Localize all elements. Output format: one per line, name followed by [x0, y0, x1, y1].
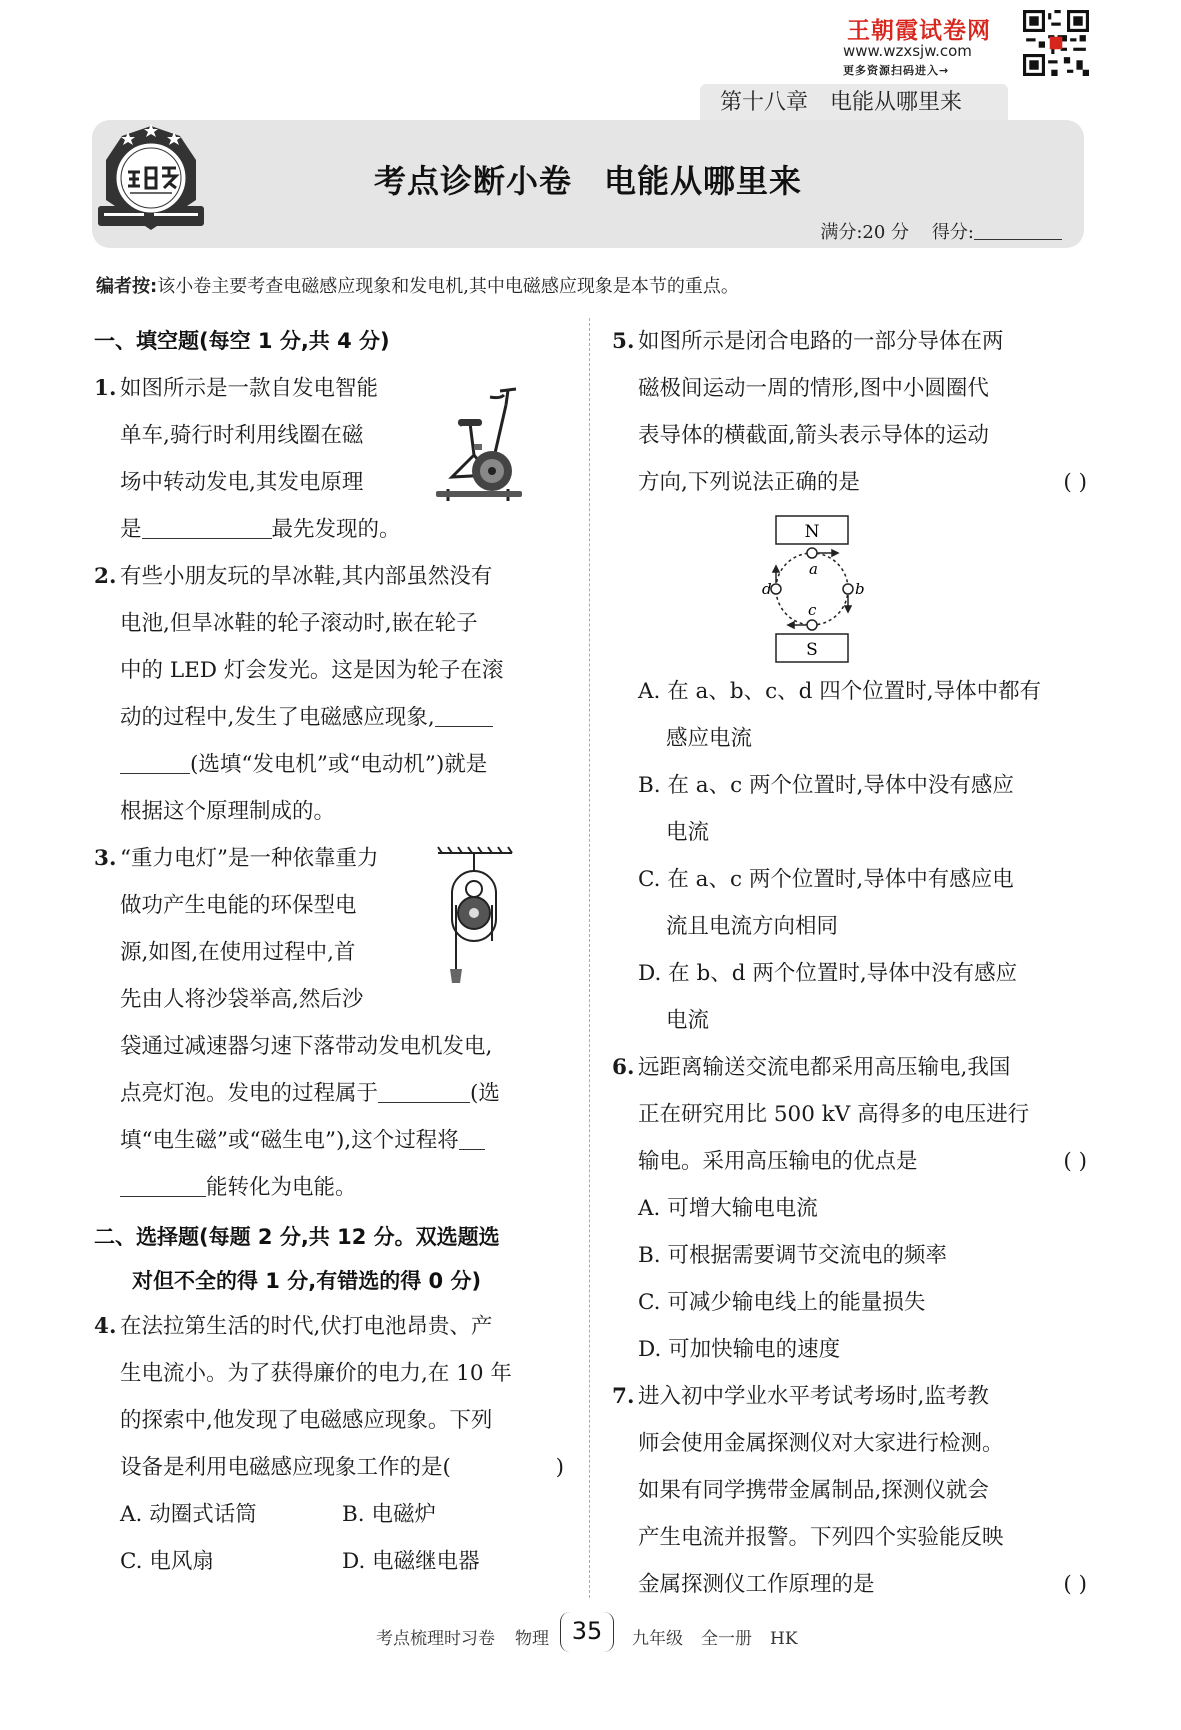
- question-6: [612, 1044, 1087, 1185]
- section-1-title: 一、填空题(每空 1 分,共 4 分): [94, 329, 390, 353]
- q1-line-blank: [120, 506, 564, 553]
- q7-line: 进入初中学业水平考试考场时,监考教: [638, 1384, 989, 1409]
- q1-line: 场中转动发电,其发电原理: [120, 470, 364, 495]
- question-4: [94, 1303, 564, 1491]
- q4-line: 生电流小。为了获得廉价的电力,在 10 年: [120, 1361, 512, 1386]
- q2-line: 有些小朋友玩的旱冰鞋,其内部虽然没有: [120, 564, 493, 589]
- q2-text: (选填“发电机”或“电动机”)就是: [190, 752, 488, 777]
- score-line: [820, 218, 1062, 244]
- q3-number: 3.: [94, 846, 117, 871]
- q1-text: 最先发现的。: [271, 517, 401, 542]
- title-banner: [92, 120, 1084, 248]
- q7-number: 7.: [612, 1384, 635, 1409]
- q7-line: 师会使用金属探测仪对大家进行检测。: [638, 1431, 1004, 1456]
- q7-line: [638, 1561, 1087, 1608]
- question-2: [94, 553, 564, 835]
- q2-line: 中的 LED 灯会发光。这是因为轮子在滚: [120, 658, 504, 683]
- q3-text: 能转化为电能。: [206, 1175, 357, 1200]
- q3-text: (选: [470, 1081, 500, 1106]
- q3-line: 做功产生电能的环保型电: [120, 893, 357, 918]
- editor-note-text: 该小卷主要考查电磁感应现象和发电机,其中电磁感应现象是本节的重点。: [157, 276, 739, 297]
- q3-line: 袋通过减速器匀速下落带动发电机发电,: [120, 1034, 493, 1059]
- score-blank: [974, 224, 1062, 240]
- q4-line: 的探索中,他发现了电磁感应现象。下列: [120, 1408, 493, 1433]
- q6-option-b[interactable]: B. 可根据需要调节交流电的频率: [638, 1243, 947, 1268]
- q6-line: [638, 1138, 1087, 1185]
- editor-note: [96, 272, 739, 298]
- q2-line: 根据这个原理制成的。: [120, 799, 336, 824]
- chapter-topic: 电能从哪里来: [830, 90, 963, 115]
- section-2-title-line2: 对但不全的得 1 分,有错选的得 0 分): [132, 1269, 482, 1293]
- editor-note-label: 编者按:: [96, 276, 158, 297]
- q3-line: 先由人将沙袋举高,然后沙: [120, 987, 364, 1012]
- q5-line: 磁极间运动一周的情形,图中小圆圈代: [638, 376, 989, 401]
- q2-line-blank: [120, 741, 564, 788]
- section-2-title-line1: 二、选择题(每题 2 分,共 12 分。双选题选: [94, 1225, 500, 1249]
- column-divider: [589, 318, 590, 1598]
- q5-option-d[interactable]: D. 在 b、d 两个位置时,导体中没有感应: [638, 961, 1018, 986]
- q3-answer-blank-2-cont[interactable]: [120, 1177, 206, 1197]
- publisher-seal-logo: [92, 120, 210, 248]
- point-b-label: b: [855, 580, 865, 598]
- gravity-lamp-pulley-image: [434, 845, 516, 985]
- brand-scan-text: 更多资源扫码进入→: [843, 64, 950, 77]
- q2-answer-blank-cont[interactable]: [120, 754, 190, 774]
- q5-option-d-cont: 电流: [666, 1008, 710, 1033]
- q3-text: 点亮灯泡。发电的过程属于: [120, 1081, 379, 1106]
- q3-answer-blank-1[interactable]: [378, 1083, 470, 1103]
- q5-text: 方向,下列说法正确的是: [638, 470, 860, 495]
- q4-option-d[interactable]: D. 电磁继电器: [342, 1549, 480, 1574]
- q4-line: 在法拉第生活的时代,伏打电池昂贵、产: [120, 1314, 493, 1339]
- q4-options-row: [94, 1491, 564, 1538]
- q1-answer-blank[interactable]: [142, 519, 272, 539]
- brand-url: www.wzxsjw.com: [843, 42, 972, 60]
- footer-right: [632, 1624, 798, 1649]
- q3-line-blank: [120, 1070, 564, 1117]
- q3-line: “重力电灯”是一种依靠重力: [120, 846, 379, 871]
- q4-option-c[interactable]: C. 电风扇: [120, 1549, 214, 1574]
- page-footer: [0, 1612, 1181, 1652]
- page-number: 35: [560, 1612, 614, 1652]
- point-a-label: a: [809, 560, 818, 578]
- brand-name: 王朝霞试卷网: [847, 18, 991, 44]
- q2-answer-blank[interactable]: [435, 707, 493, 727]
- q6-line: 远距离输送交流电都采用高压输电,我国: [638, 1055, 1011, 1080]
- q4-text: 设备是利用电磁感应现象工作的是(: [120, 1455, 451, 1480]
- q2-line: 电池,但旱冰鞋的轮子滚动时,嵌在轮子: [120, 611, 478, 636]
- footer-volume: 全一册: [701, 1629, 752, 1649]
- q6-line: 正在研究用比 500 kV 高得多的电压进行: [638, 1102, 1030, 1127]
- q4-answer-paren[interactable]: ): [555, 1455, 564, 1480]
- q2-line-blank: [120, 694, 564, 741]
- q1-number: 1.: [94, 376, 117, 401]
- q6-option-a[interactable]: A. 可增大输电电流: [638, 1196, 818, 1221]
- q7-line: 产生电流并报警。下列四个实验能反映: [638, 1525, 1004, 1550]
- chapter-tab: [700, 84, 1008, 122]
- point-d-label: d: [762, 580, 772, 598]
- chapter-label: 第十八章: [720, 90, 809, 115]
- q3-line-blank: [120, 1117, 564, 1164]
- q4-options-row: [94, 1538, 564, 1585]
- q4-line: [120, 1444, 564, 1491]
- q4-option-b[interactable]: B. 电磁炉: [342, 1502, 436, 1527]
- page-title: [92, 156, 1084, 202]
- q5-line: 表导体的横截面,箭头表示导体的运动: [638, 423, 989, 448]
- title-right: 电能从哪里来: [604, 162, 803, 200]
- footer-subject: 物理: [515, 1629, 549, 1649]
- question-1: [94, 365, 564, 553]
- q5-option-a[interactable]: A. 在 a、b、c、d 四个位置时,导体中都有: [638, 679, 1042, 704]
- q6-text: 输电。采用高压输电的优点是: [638, 1149, 918, 1174]
- title-left: 考点诊断小卷: [373, 162, 572, 200]
- q5-line: 如图所示是闭合电路的一部分导体在两: [638, 329, 1004, 354]
- q3-answer-blank-2[interactable]: [459, 1130, 485, 1150]
- q5-number: 5.: [612, 329, 635, 354]
- qr-code-icon: [1023, 10, 1089, 76]
- q2-text: 动的过程中,发生了电磁感应现象,: [120, 705, 435, 730]
- question-3: [94, 835, 564, 1211]
- q4-option-a[interactable]: A. 动圈式话筒: [120, 1502, 257, 1527]
- question-5: [612, 318, 1087, 506]
- footer-left: [376, 1624, 549, 1649]
- footer-series: 考点梳理时习卷: [376, 1629, 495, 1649]
- question-7: [612, 1373, 1087, 1608]
- left-column: [94, 318, 564, 1585]
- right-column: [612, 318, 1087, 1608]
- full-score: 满分:20 分: [820, 222, 910, 243]
- q5-option-b[interactable]: B. 在 a、c 两个位置时,导体中没有感应: [638, 773, 1014, 798]
- q4-number: 4.: [94, 1314, 117, 1339]
- q2-number: 2.: [94, 564, 117, 589]
- section-2-title: [94, 1215, 564, 1303]
- q7-answer-paren[interactable]: ( ): [1063, 1572, 1087, 1597]
- q7-text: 金属探测仪工作原理的是: [638, 1572, 875, 1597]
- score-label: 得分:: [931, 222, 974, 243]
- pole-n-label: N: [804, 522, 820, 542]
- footer-grade: 九年级: [632, 1629, 683, 1649]
- q5-option-a-cont: 感应电流: [666, 726, 753, 751]
- q6-option-c[interactable]: C. 可减少输电线上的能量损失: [638, 1290, 926, 1315]
- q5-option-c-cont: 流且电流方向相同: [666, 914, 839, 939]
- q6-answer-paren[interactable]: ( ): [1063, 1149, 1087, 1174]
- q5-line: [638, 459, 1087, 506]
- exercise-bike-image: [430, 385, 528, 507]
- q1-line: 如图所示是一款自发电智能: [120, 376, 379, 401]
- footer-edition: HK: [770, 1629, 798, 1649]
- pole-s-label: S: [806, 640, 818, 660]
- q6-number: 6.: [612, 1055, 635, 1080]
- q7-line: 如果有同学携带金属制品,探测仪就会: [638, 1478, 989, 1503]
- q1-text: 是: [120, 517, 142, 542]
- q3-line: 源,如图,在使用过程中,首: [120, 940, 356, 965]
- q1-line: 单车,骑行时利用线圈在磁: [120, 423, 364, 448]
- magnetic-poles-figure: [762, 514, 865, 664]
- q5-option-c[interactable]: C. 在 a、c 两个位置时,导体中有感应电: [638, 867, 1014, 892]
- q6-option-d[interactable]: D. 可加快输电的速度: [638, 1337, 841, 1362]
- q3-text: 填“电生磁”或“磁生电”),这个过程将: [120, 1128, 459, 1153]
- point-c-label: c: [808, 601, 817, 619]
- q3-line-blank: [120, 1164, 564, 1211]
- q5-answer-paren[interactable]: ( ): [1063, 470, 1087, 495]
- q5-option-b-cont: 电流: [666, 820, 710, 845]
